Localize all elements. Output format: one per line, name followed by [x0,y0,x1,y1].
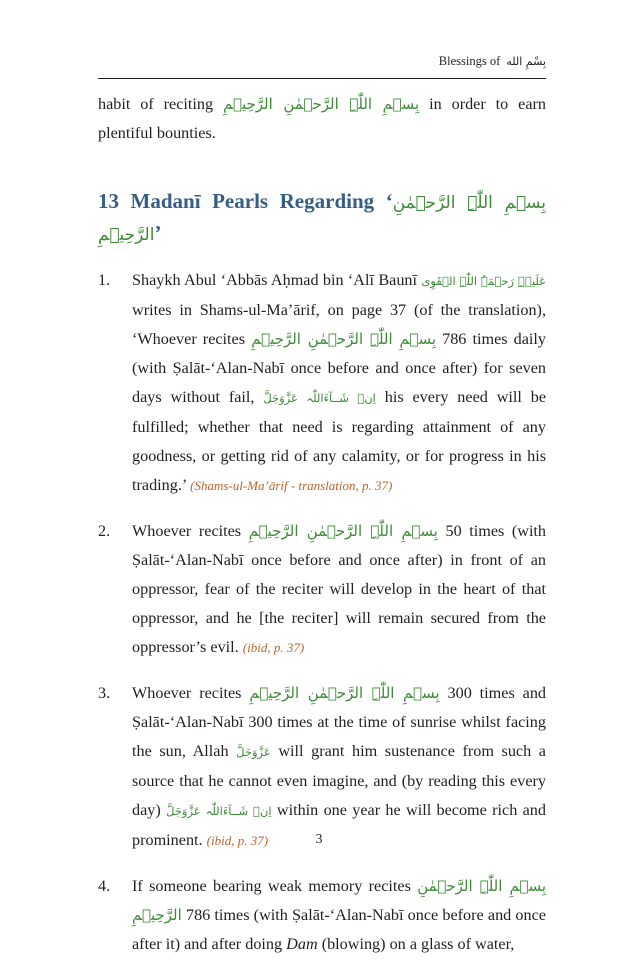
inshallah-arabic: اِنۡ شَــآءَاللّٰہ عَزَّوَجَلَّ [166,804,272,818]
item-text: writes in Shams-ul-Ma’ārif, on page 37 (of the translation), ‘Whoever recites [132,301,546,348]
bismillah-arabic: بِسۡمِ اللّٰہِ الرَّحۡمٰنِ الرَّحِیۡمِ [251,330,437,348]
item-text: 50 times (with Ṣalāt-‘Alan-Nabī once before and once after) in front of an oppressor, fear of the reciter will develop in the heart of that oppressor, and he [the reciter] will remain secured from the oppressor’s evil. [132,522,547,656]
header-title: Blessings of [438,54,501,68]
reference: (ibid, p. 37) [242,640,305,655]
bismillah-arabic: بِسۡمِ اللّٰہِ الرَّحۡمٰنِ الرَّحِیۡمِ [132,877,546,924]
inshallah-arabic: اِنۡ شَــآءَاللّٰہ عَزَّوَجَلَّ [263,391,376,405]
section-heading [98,186,546,250]
item-text: Whoever recites [132,684,242,702]
bismillah-arabic: بِسۡمِ اللّٰہِ الرَّحۡمٰنِ الرَّحِیۡمِ [248,522,438,540]
item-text: Whoever recites [132,522,242,540]
item-text: Shaykh Abul ‘Abbās Aḥmad bin ‘Alī Baunī [132,271,417,289]
item-number: 4. [98,877,111,895]
item-text: (blowing) on a glass of water, [321,935,515,953]
pearls-list [98,266,546,959]
item-number: 3. [98,684,111,702]
list-item [98,266,546,500]
item-text: 300 times and Ṣalāt-‘Alan-Nabī 300 times at the time of sunrise whilst facing the sun, Allah [132,684,547,760]
running-header [439,54,546,69]
list-item [98,679,546,855]
item-text: will grant him sustenance from such a source that he cannot even imagine, and (by reading this every day) [132,742,546,819]
item-text: 786 times daily (with Ṣalāt-‘Alan-Nabī once before and once after) for seven days without fail, [132,330,547,406]
azza-wa-jal-arabic: عَزَّوَجَلَّ [236,745,271,759]
heading-quote-close: ’ [154,221,162,245]
list-item [98,872,546,959]
item-number: 1. [98,271,111,289]
honorific-arabic: عَلَیۡہِ رَحۡمَۃُ اللّٰہِ الۡقَوِی [421,274,546,288]
item-text: If someone bearing weak memory recites [132,877,411,895]
intro-after: in order to earn plentiful bounties. [98,95,546,142]
item-text: his every need will be fulfilled; whether that need is regarding attainment of any goodness, or getting rid of any calamity, or for progress in his trading.’ [132,388,547,494]
reference: (Shams-ul-Ma’ārif - translation, p. 37) [190,478,393,493]
intro-paragraph [98,90,546,148]
header-rule [98,78,546,79]
header-arabic: بِسْمِ الله [506,55,546,68]
list-item [98,517,546,662]
item-number: 2. [98,522,111,540]
heading-quote-open: ‘ [385,189,393,213]
item-italic-term: Dam [286,935,318,953]
bismillah-arabic: بِسۡمِ اللّٰہِ الرَّحۡمٰنِ الرَّحِیۡمِ [222,95,420,113]
item-text: 786 times (with Ṣalāt-‘Alan-Nabī once before and once after it) and after doing [132,906,546,953]
heading-arabic: بِسۡمِ اللّٰہِ الرَّحۡمٰنِ الرَّحِیۡمِ [98,193,546,245]
item-text: within one year he will become rich and prominent. [132,801,546,849]
heading-text: 13 Madanī Pearls Regarding [98,189,375,213]
intro-before: habit of reciting [98,95,214,113]
reference: (ibid, p. 37) [206,833,269,848]
bismillah-arabic: بِسۡمِ اللّٰہِ الرَّحۡمٰنِ الرَّحِیۡمِ [249,684,440,702]
page-number: 3 [315,832,323,847]
